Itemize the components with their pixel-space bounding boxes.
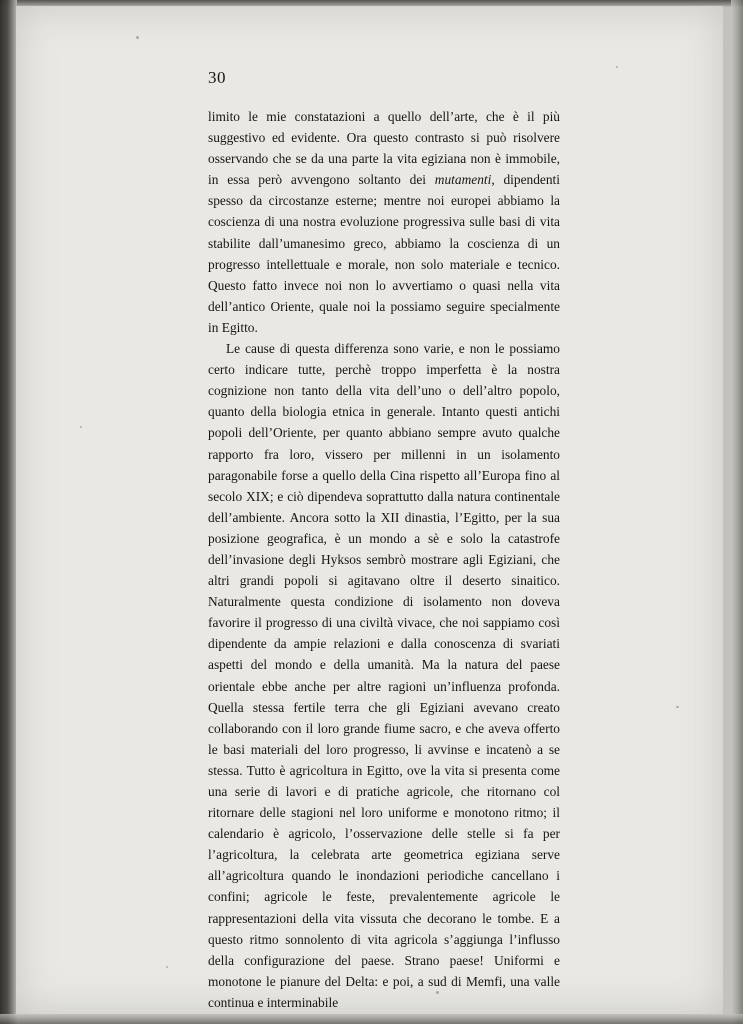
text-run: limito le mie constatazioni a quello dell’arte, che è il più suggestivo ed evidente. Ora questo contrasto si può risolvere osservando che se da una parte la vita egiziana non è immobile, in essa però avvengono soltanto dei (208, 109, 560, 188)
scan-edge-left (0, 0, 17, 1024)
scan-speck (136, 36, 139, 39)
paragraph (208, 106, 560, 338)
page-number: 30 (208, 68, 226, 87)
text-run: , dipendenti spesso da circostanze esterne; mentre noi europei abbiamo la coscienza di una nostra evoluzione progressiva sulle basi di vita stabilite dall’umanesimo greco, abbiamo la coscienza di un progresso intellettuale e morale, non solo materiale e tecnico. Questo fatto invece noi non lo avvertiamo o quasi nella vita dell’antico Oriente, quale noi la possiamo seguire specialmente in Egitto. (208, 172, 560, 335)
text-run: Le cause di questa differenza sono varie, e non le possiamo certo indicare tutte, perchè troppo imperfetta è la nostra cognizione non tanto della vita dell’uno o dell’altro popolo, quanto della biologia etnica in generale. Intanto questi antichi popoli dell’Oriente, per quanto abbiano sempre avuto qualche rapporto fra loro, vissero per millenni in un isolamento paragonabile forse a quello della Cina rispetto all’Europa fino al secolo XIX; e ciò dipendeva soprattutto dalla natura continentale dell’ambiente. Ancora sotto la XII dinastia, l’Egitto, per la sua posizione geografica, è un mondo a sè e solo la catastrofe dell’invasione degli Hyksos sembrò mostrare agli Egiziani, che altri grandi popoli si agitavano oltre il deserto sinaitico. Naturalmente questa condizione di isolamento non doveva favorire il progresso di una civiltà vivace, che noi sappiamo così dipendente da ampie relazioni e dalla conoscenza di svariati aspetti del mondo e della umanità. Ma la natura del paese orientale ebbe anche per altre ragioni un’influenza profonda. Quella stessa fertile terra che gli Egiziani avevano creato collaborando con il loro grande fiume sacro, e che aveva offerto le basi materiali del loro progresso, li avvinse e incatenò a se stessa. Tutto è agricoltura in Egitto, ove la vita si presenta come una serie di lavori e di pratiche agricole, che ritornano col ritornare delle stagioni nel loro uniforme e monotono ritmo; il calendario è agricolo, l’osservazione delle stelle si fa per l’agricoltura, la celebrata arte geometrica egiziana serve all’agricoltura quando le inondazioni periodiche cancellano i confini; agricole le feste, prevalentemente agricole le rappresentazioni della vita vissuta che decorano le tombe. E a questo ritmo sonnolento di vita agricola s’aggiunga l’influsso della configurazione del paese. Strano paese! Uniformi e monotone le pianure del Delta: e poi, a sud di Memfi, una valle continua e interminabile (208, 341, 560, 1010)
paragraph (208, 338, 560, 1013)
scan-speck (80, 426, 82, 428)
scan-edge-bottom (0, 1014, 743, 1024)
scan-speck (166, 966, 168, 968)
scan-edge-right (731, 0, 743, 1024)
scan-speck (616, 66, 618, 68)
scan-speck (676, 706, 679, 708)
emphasis-text: mutamenti (434, 172, 492, 188)
body-text (208, 106, 560, 1013)
